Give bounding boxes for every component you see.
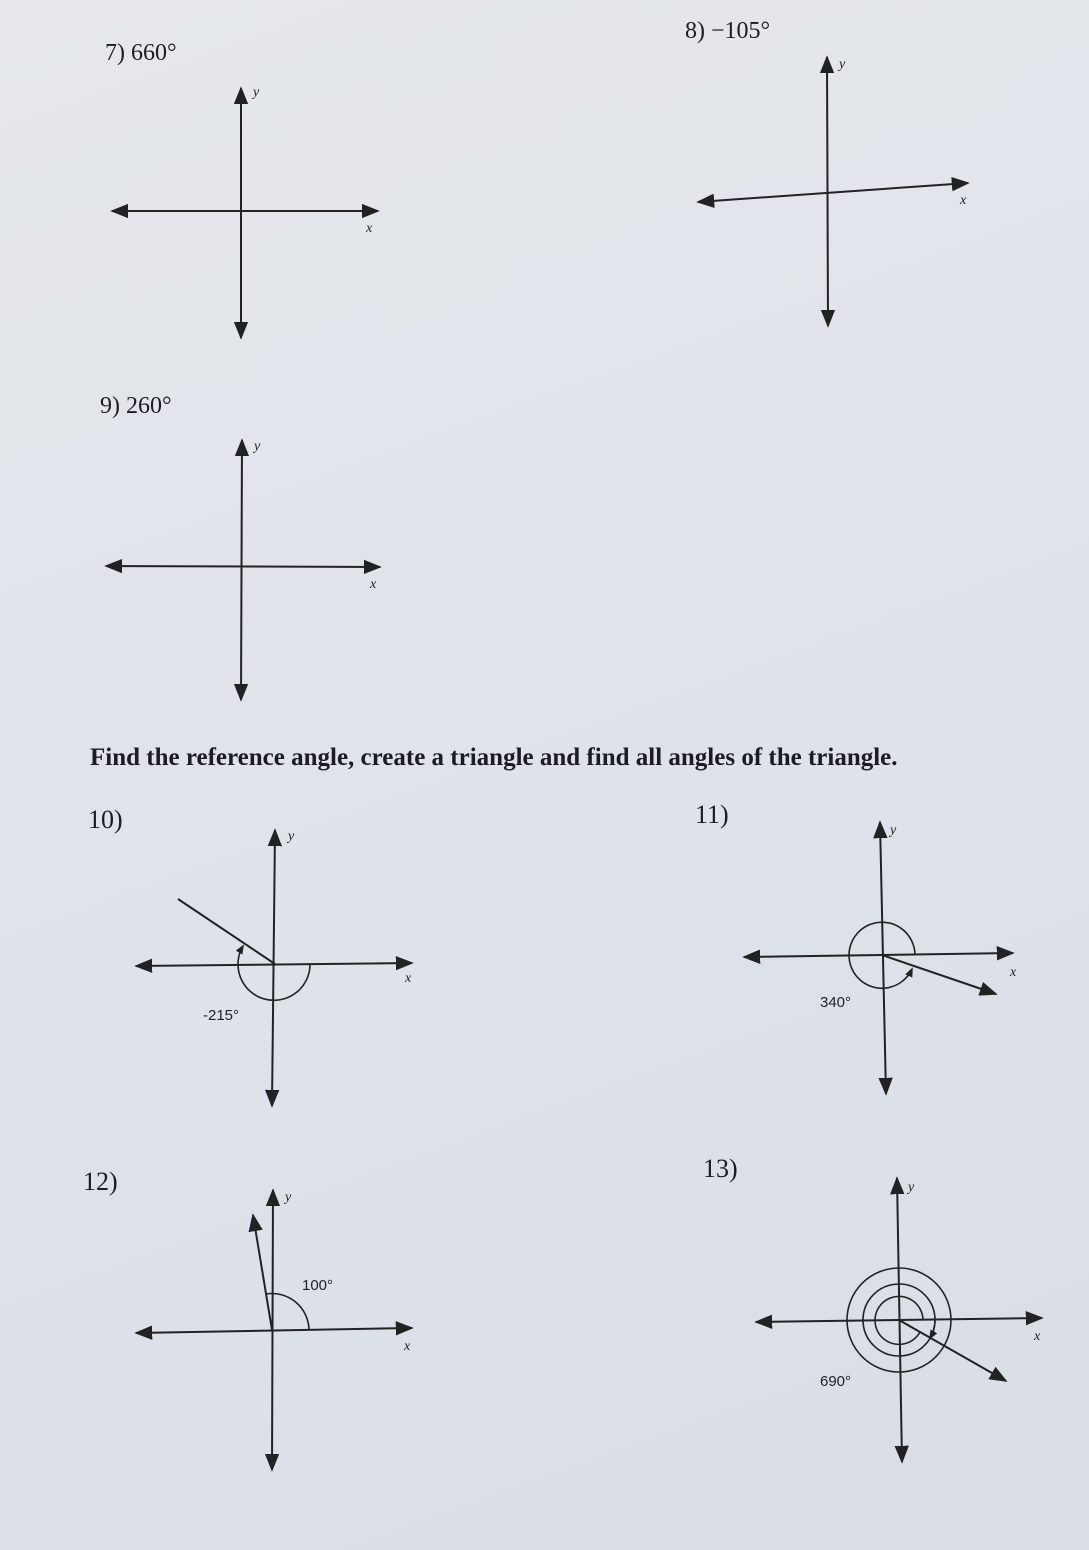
problem-number: 8)	[685, 18, 705, 44]
terminal-ray	[253, 1215, 272, 1330]
x-axis-label: x	[404, 1339, 411, 1354]
x-axis-label: x	[1010, 965, 1017, 980]
angle-label: 100°	[302, 1277, 334, 1294]
x-axis-label: x	[405, 971, 412, 986]
y-axis-label: y	[285, 1190, 292, 1205]
y-axis-label: y	[890, 823, 897, 838]
terminal-ray	[899, 1320, 1006, 1381]
y-axis-label: y	[908, 1180, 915, 1195]
x-axis-label: x	[960, 193, 967, 208]
x-axis-label: x	[366, 221, 373, 236]
angle-label: 690°	[820, 1373, 852, 1390]
y-axis-label: y	[254, 439, 261, 454]
y-axis-label: y	[839, 57, 846, 72]
figure-problem-11	[744, 822, 1017, 1094]
problem-number: 7)	[105, 40, 125, 66]
figure-problem-12	[136, 1190, 412, 1470]
axes-problem-9	[106, 439, 380, 700]
figure-problem-10	[136, 829, 412, 1106]
x-axis-label: x	[370, 577, 377, 592]
axes-problem-7	[112, 85, 378, 338]
y-axis-label: y	[288, 829, 295, 844]
terminal-ray	[178, 899, 275, 964]
x-axis-label: x	[1034, 1329, 1041, 1344]
problem-angle: −105°	[711, 18, 771, 44]
problem-number: 9)	[100, 393, 120, 419]
problem-10-label: 10)	[88, 805, 123, 834]
problem-angle: 260°	[126, 393, 172, 419]
problem-angle: 660°	[131, 40, 177, 66]
y-axis-label: y	[253, 85, 260, 100]
problem-11-label: 11)	[695, 800, 729, 829]
terminal-ray	[882, 955, 996, 994]
figure-problem-13	[756, 1178, 1042, 1462]
problem-12-label: 12)	[83, 1167, 118, 1196]
axes-problem-8	[698, 57, 968, 326]
angle-label: -215°	[203, 1007, 240, 1024]
angle-label: 340°	[820, 994, 852, 1011]
problem-13-label: 13)	[703, 1154, 738, 1183]
instruction-text: Find the reference angle, create a triangle and find all angles of the triangle.	[90, 744, 898, 771]
